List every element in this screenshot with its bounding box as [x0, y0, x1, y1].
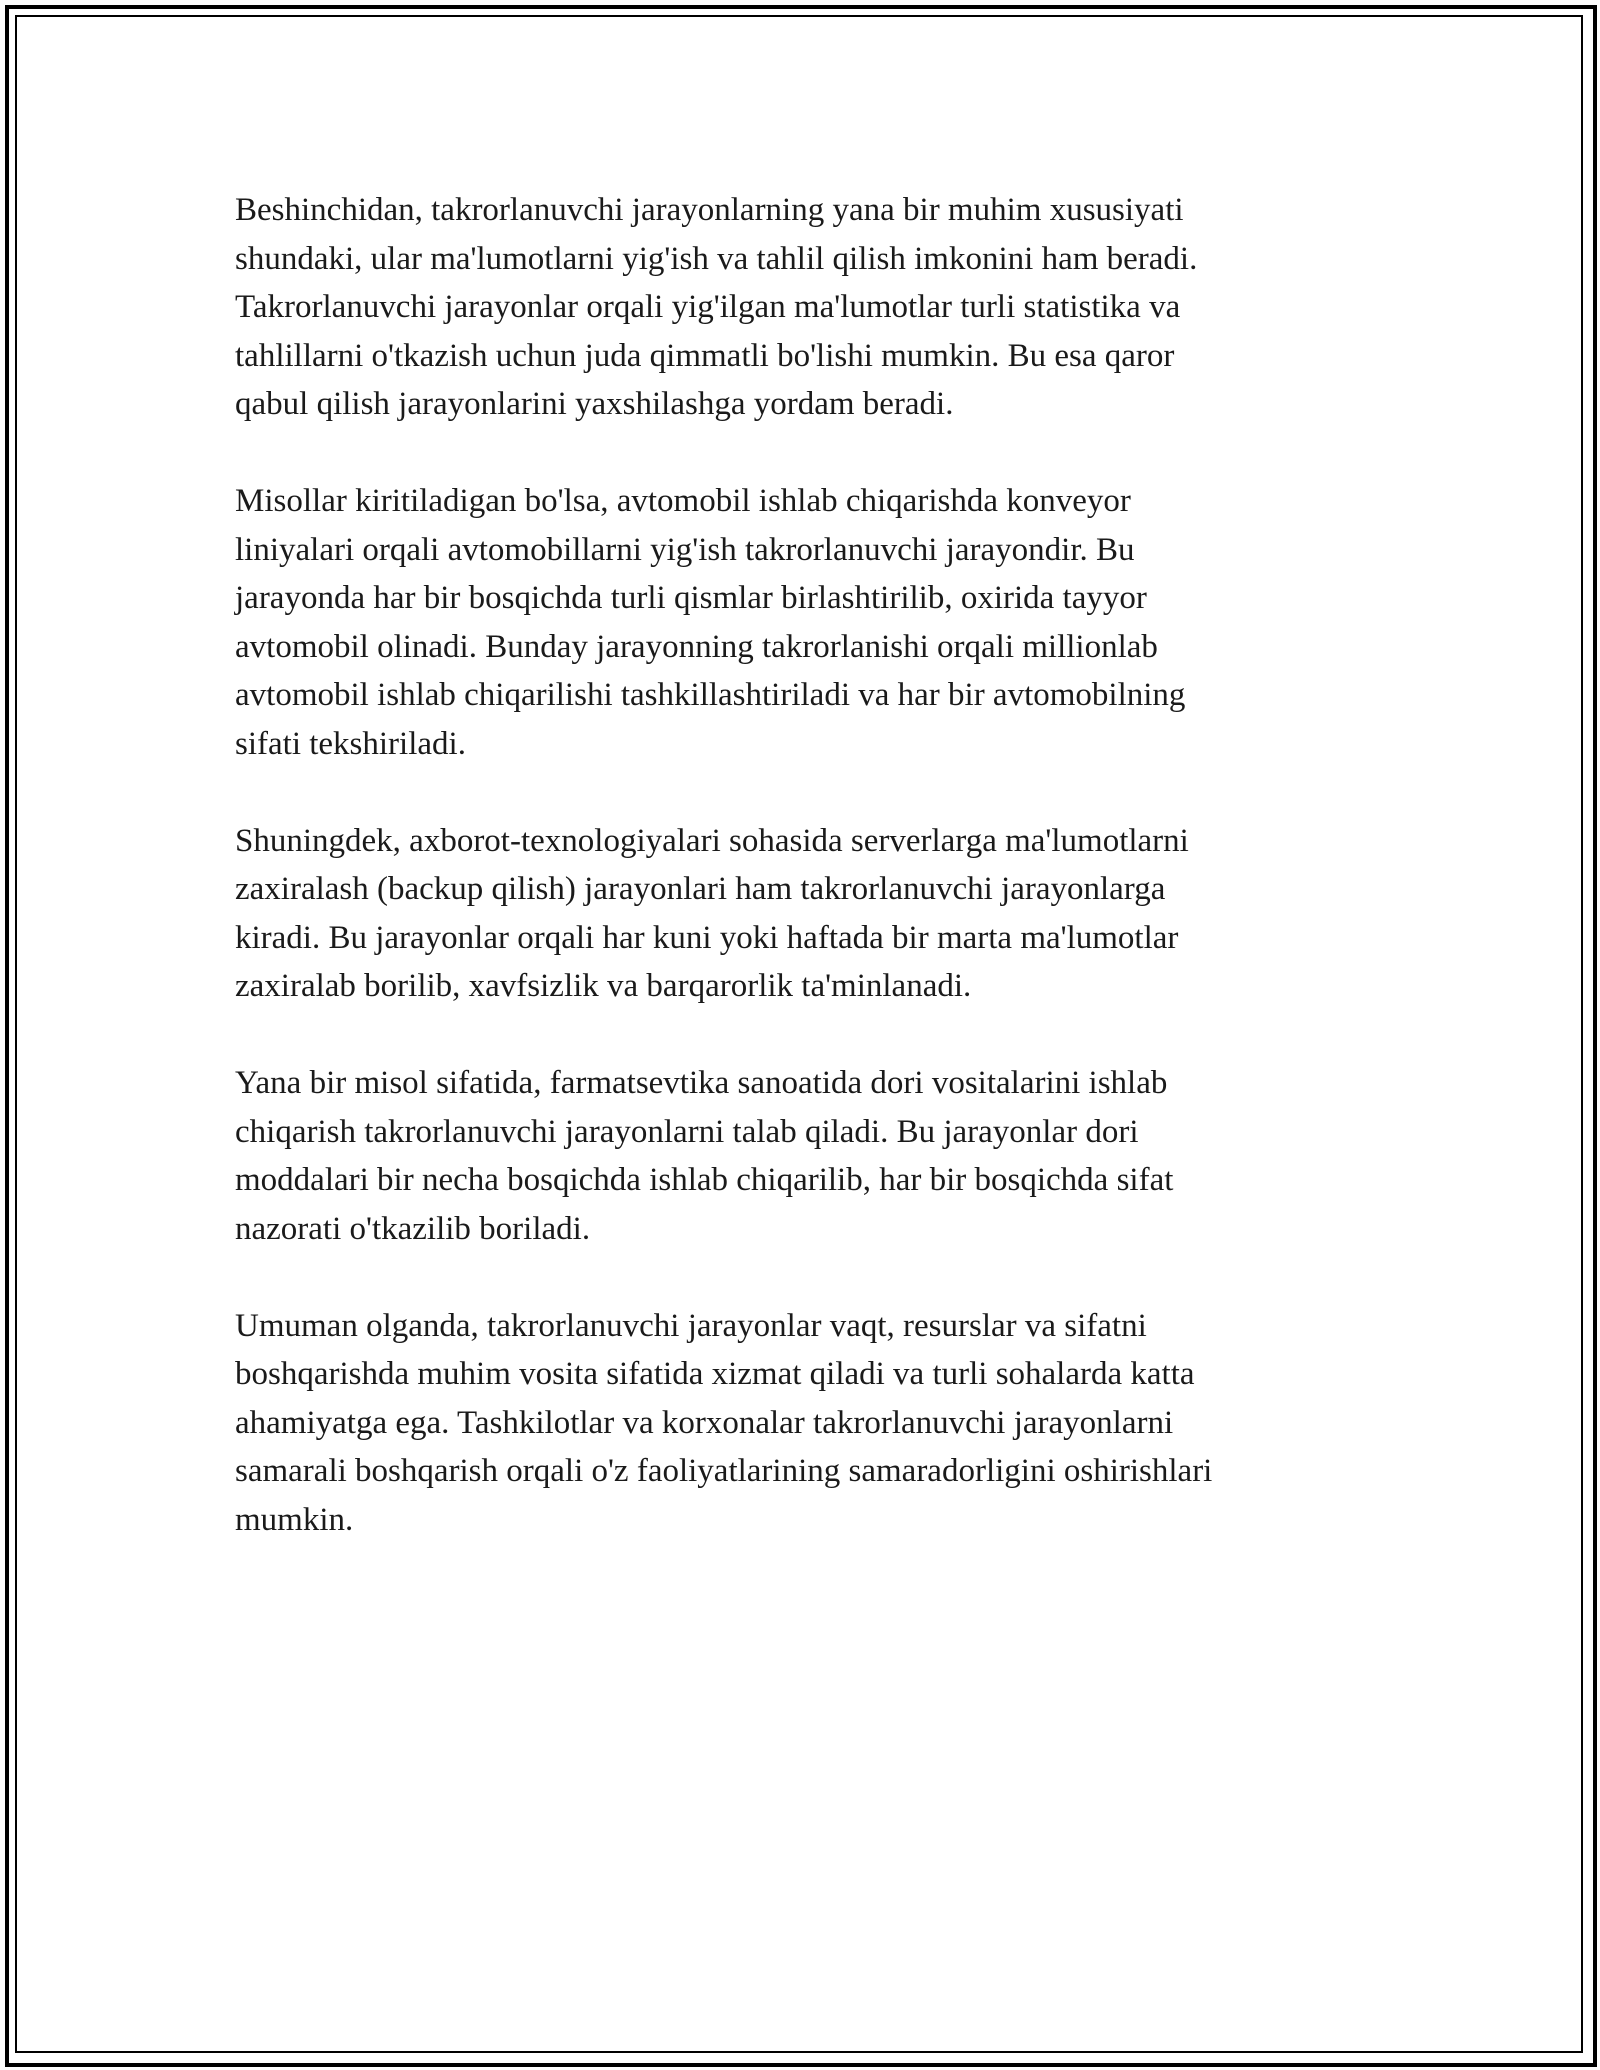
paragraph-3: Shuningdek, axborot-texnologiyalari sohasida serverlarga ma'lumotlarni zaxiralash (backup qilish) jarayonlari ham takrorlanuvchi jarayonlarga kiradi. Bu jarayonlar orqali har kuni yoki haftada bir marta ma'lumotlar zaxiralab borilib, xavfsizlik va barqarorlik ta'minlanadi.	[235, 822, 1189, 1004]
paragraph-4: Yana bir misol sifatida, farmatsevtika sanoatida dori vositalarini ishlab chiqarish takrorlanuvchi jarayonlarni talab qiladi. Bu jarayonlar dori moddalari bir necha bosqichda ishlab chiqarilib, har bir bosqichda sifat nazorati o'tkazilib boriladi.	[235, 1065, 1174, 1247]
paragraph-2: Misollar kiritiladigan bo'lsa, avtomobil ishlab chiqarishda konveyor liniyalari orqali avtomobillarni yig'ish takrorlanuvchi jarayondir. Bu jarayonda har bir bosqichda turli qismlar birlashtirilib, oxirida tayyor avtomobil olinadi. Bunday jarayonning takrorlanishi orqali millionlab avtomobil ishlab chiqarilishi tashkillashtiriladi va har bir avtomobilning sifati tekshiriladi.	[235, 483, 1186, 762]
paragraph-5: Umuman olganda, takrorlanuvchi jarayonlar vaqt, resurslar va sifatni boshqarishda muhim vosita sifatida xizmat qiladi va turli sohalarda katta ahamiyatga ega. Tashkilotlar va korxonalar takrorlanuvchi jarayonlarni samarali boshqarish orqali o'z faoliyatlarining samaradorligini oshirishlari mumkin.	[235, 1307, 1213, 1538]
paragraph-1: Beshinchidan, takrorlanuvchi jarayonlarning yana bir muhim xususiyati shundaki, ular ma'lumotlarni yig'ish va tahlil qilish imkonini ham beradi. Takrorlanuvchi jarayonlar orqali yig'ilgan ma'lumotlar turli statistika va tahlillarni o'tkazish uchun juda qimmatli bo'lishi mumkin. Bu esa qaror qabul qilish jarayonlarini yaxshilashga yordam beradi.	[235, 192, 1198, 422]
document-body	[235, 186, 1370, 1593]
